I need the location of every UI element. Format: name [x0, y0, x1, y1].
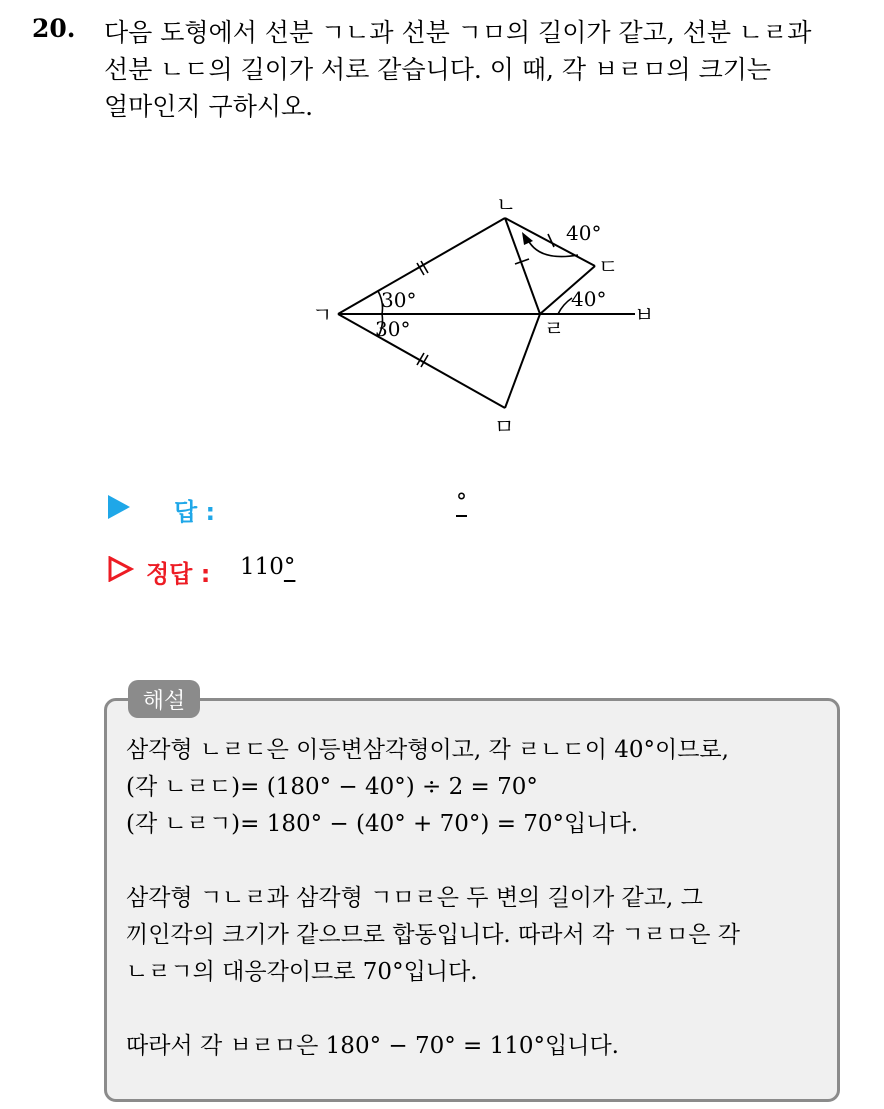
- label-n: ㄴ: [496, 193, 517, 217]
- solution-line: [126, 843, 826, 880]
- angle-label: 40°: [566, 221, 602, 245]
- question-number: 20.: [32, 14, 76, 43]
- label-m: ㅁ: [494, 415, 515, 439]
- solution-line: 삼각형 ㄱㄴㄹ과 삼각형 ㄱㅁㄹ은 두 변의 길이가 같고, 그: [126, 885, 703, 911]
- outline-triangle-icon: [108, 556, 134, 582]
- segment-gn: [338, 218, 505, 314]
- geometry-figure: [0, 0, 884, 480]
- question-line: 얼마인지 구하시오.: [104, 92, 314, 121]
- question-line: 선분 ㄴㄷ의 길이가 서로 같습니다. 이 때, 각 ㅂㄹㅁ의 크기는: [104, 55, 772, 84]
- answer-blank[interactable]: °: [456, 490, 467, 515]
- angle-arc: [558, 298, 572, 314]
- label-g: ㄱ: [312, 303, 333, 327]
- solution-line: 따라서 각 ㅂㄹㅁ은 180° − 70° = 110°입니다.: [126, 1033, 619, 1059]
- solution-line: (각 ㄴㄹㄱ)= 180° − (40° + 70°) = 70°입니다.: [126, 811, 639, 837]
- play-triangle-icon: [108, 495, 130, 519]
- label-b: ㅂ: [634, 303, 655, 327]
- angle-label: 30°: [381, 288, 417, 312]
- correct-value: [240, 554, 295, 580]
- solution-line: 삼각형 ㄴㄹㄷ은 이등변삼각형이고, 각 ㄹㄴㄷ이 40°이므로,: [126, 737, 729, 763]
- segment-nr: [505, 218, 540, 314]
- solution-line: ㄴㄹㄱ의 대응각이므로 70°입니다.: [126, 959, 478, 985]
- angle-label: 40°: [571, 287, 607, 311]
- solution-line: [126, 991, 826, 1028]
- solution-text: [126, 732, 826, 1065]
- correct-unit: °: [283, 554, 296, 580]
- correct-label: 정답 :: [146, 560, 211, 588]
- segment-gm: [338, 314, 505, 408]
- solution-tag: 해설: [128, 680, 200, 718]
- label-d: ㄷ: [598, 255, 619, 279]
- label-r: ㄹ: [544, 317, 565, 341]
- segment-rm: [505, 314, 540, 408]
- solution-line: 끼인각의 크기가 같으므로 합동입니다. 따라서 각 ㄱㄹㅁ은 각: [126, 922, 740, 948]
- correct-number: 110: [240, 554, 284, 580]
- question-line: 다음 도형에서 선분 ㄱㄴ과 선분 ㄱㅁ의 길이가 같고, 선분 ㄴㄹ과: [104, 18, 812, 47]
- solution-line: (각 ㄴㄹㄷ)= (180° − 40°) ÷ 2 = 70°: [126, 774, 538, 800]
- angle-label: 30°: [375, 317, 411, 341]
- answer-label: 답 :: [174, 498, 216, 526]
- arrow-head: [522, 232, 533, 245]
